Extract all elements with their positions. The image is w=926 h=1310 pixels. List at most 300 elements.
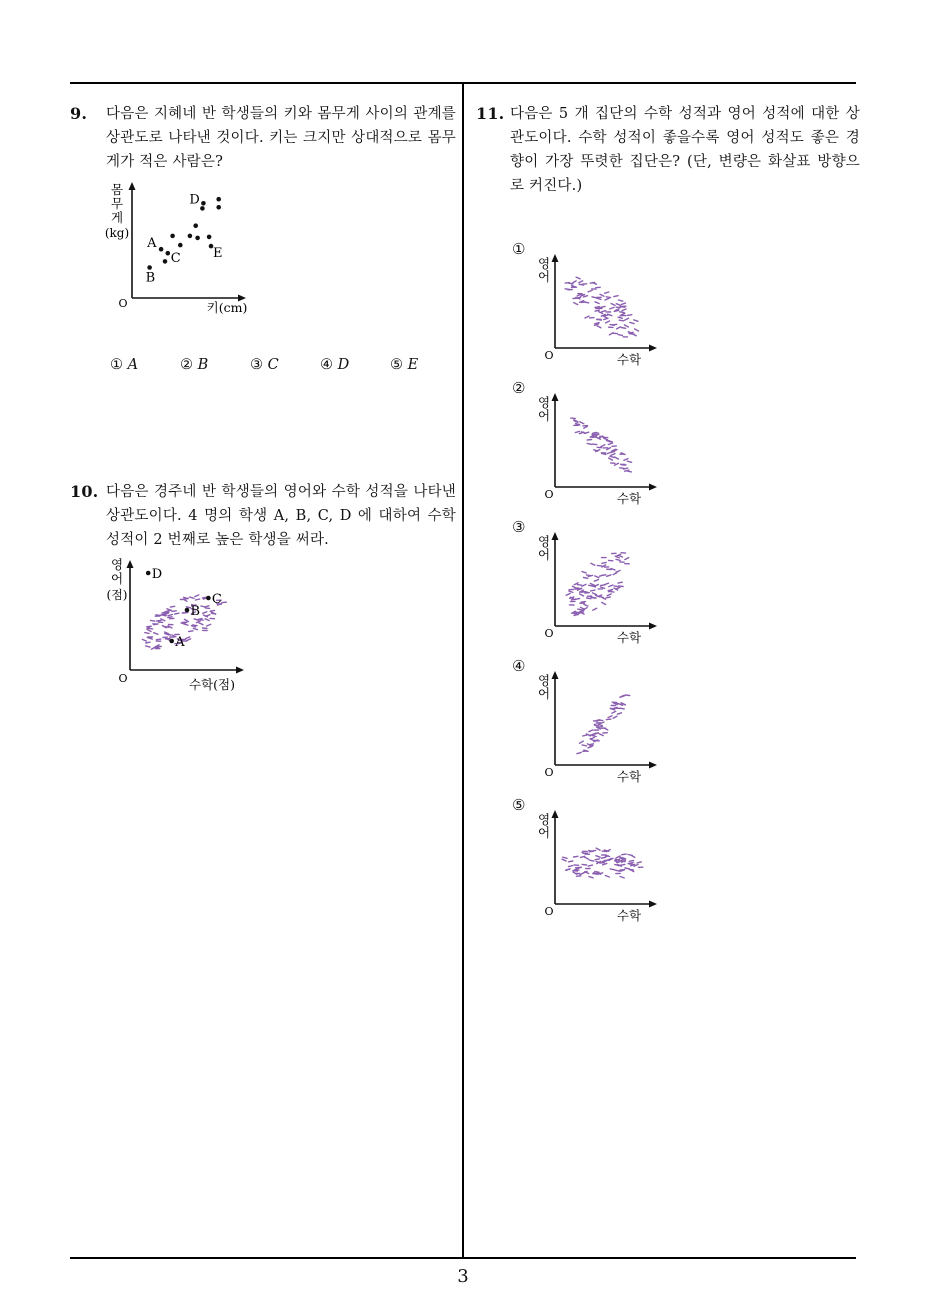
q11-option-4-axes: [555, 677, 653, 765]
q11-option-5-ylabel-1: 영: [537, 812, 551, 827]
q11-option-2-scatter-dash: [592, 444, 596, 445]
q11-option-1-scatter-dash: [584, 302, 588, 303]
q11-option-2-scatter-dash: [607, 452, 611, 454]
q11-option-4-x-arrow-icon: [649, 762, 657, 769]
q11-option-1-scatter-dash: [624, 325, 628, 327]
q11-option-3-y-arrow-icon: [552, 532, 559, 540]
q10-scatter-dash: [201, 606, 205, 607]
q11-option-5-axes: [555, 816, 653, 904]
q11-option-3-scatter-dash: [593, 593, 597, 595]
q11-option-2-scatter-dash: [585, 432, 589, 433]
q11-option-1[interactable]: [508, 240, 668, 372]
q11-option-5-scatter-dash: [610, 869, 614, 870]
q10-scatter-dash: [142, 639, 146, 641]
q11-option-4-scatter-dash: [598, 720, 602, 721]
q11-option-3-scatter-dash: [584, 578, 588, 579]
q11-option-5-scatter-dash: [621, 864, 625, 865]
q10-origin: O: [118, 672, 128, 685]
q11-option-2-scatter-dash: [624, 459, 628, 461]
q11-option-2-scatter-dash: [601, 445, 605, 447]
q11-option-2-scatter-dash: [608, 443, 612, 445]
q11-option-5-plot: [508, 796, 668, 928]
q10-scatter-plot: [100, 556, 260, 698]
q11-option-3-scatter-dash: [572, 586, 576, 588]
q9-choice-2-mark: ②: [180, 357, 193, 373]
q10-scatter-dash: [190, 597, 194, 598]
q9-choice-4-value: D: [337, 357, 350, 373]
q11-option-5-scatter-dash: [562, 859, 566, 861]
q11-option-4-scatter-dash: [595, 740, 599, 741]
q11-option-5-scatter-dash: [596, 856, 600, 858]
q11-option-3-scatter-dash: [606, 597, 610, 598]
q11-option-5-scatter-dash: [569, 861, 573, 862]
question-10-number: 10.: [70, 482, 99, 501]
q11-option-2-origin: O: [544, 488, 554, 501]
q11-option-1-scatter-dash: [621, 303, 625, 304]
q11-option-1-ylabel-2: 어: [537, 269, 551, 284]
q11-option-3-scatter-dash: [602, 562, 606, 563]
question-10-text: 다음은 경주네 반 학생들의 영어와 수학 성적을 나타낸 상관도이다. 4 명의 학생 A, B, C, D 에 대하여 수학 성적이 2 번째로 높은 학생을 써라.: [106, 484, 456, 548]
q11-option-5-scatter-dash: [574, 856, 578, 857]
q11-option-5-scatter-dash: [629, 869, 633, 870]
q9-choice-5[interactable]: [390, 357, 418, 373]
q11-option-5-scatter-dash: [582, 864, 586, 865]
q9-choice-4[interactable]: [320, 357, 349, 373]
q11-option-3-scatter-dash: [619, 586, 623, 587]
q11-option-3-scatter-dash: [609, 585, 613, 587]
q11-option-3-scatter-dash: [580, 594, 584, 596]
q11-option-3-scatter-dash: [607, 575, 611, 576]
q11-option-1-scatter-dash: [620, 315, 624, 316]
q10-scatter-dash: [156, 639, 160, 640]
q11-option-1-scatter-dash: [619, 320, 623, 321]
q11-option-3-scatter-dash: [602, 602, 606, 604]
q11-option-2-x-arrow-icon: [649, 484, 657, 491]
q11-option-5-scatter-dash: [595, 871, 599, 872]
q9-data-point: [159, 247, 164, 252]
q11-option-1-scatter-dash: [595, 323, 599, 324]
q11-option-4-scatter-dash: [613, 716, 617, 718]
q11-option-3-plot: [508, 518, 668, 650]
q9-choice-5-mark: ⑤: [390, 357, 403, 373]
q11-option-5-scatter-dash: [615, 870, 619, 871]
q11-option-1-scatter-dash: [630, 322, 634, 323]
q11-option-4-plot: [508, 657, 668, 789]
q11-option-3-scatter-dash: [592, 597, 596, 598]
q11-option-1-scatter-dash: [574, 303, 578, 305]
q9-choice-1[interactable]: [110, 357, 138, 373]
q11-option-2-scatter-dash: [610, 456, 614, 457]
q11-option-1-scatter-dash: [604, 315, 608, 316]
q9-ylabel-3: 게: [110, 210, 124, 225]
q11-option-3-scatter-dash: [613, 573, 617, 575]
q10-scatter-dash: [182, 612, 186, 613]
q11-option-5-scatter-dash: [591, 850, 595, 851]
q11-option-3-scatter-dash: [581, 602, 585, 603]
q9-point-label-a: A: [147, 236, 157, 252]
q11-option-3-scatter-dash: [569, 591, 573, 592]
q11-option-2-scatter-dash: [620, 468, 624, 469]
q10-ylabel-2: 어: [110, 571, 124, 586]
q11-option-3-scatter-dash: [594, 585, 598, 587]
q11-option-5-y-arrow-icon: [552, 810, 559, 818]
q11-option-5-scatter-dash: [588, 865, 592, 866]
q11-option-1-scatter-dash: [595, 307, 599, 308]
q11-option-2-xlabel: 수학: [616, 491, 642, 506]
q9-data-point: [216, 205, 221, 210]
q10-ylabel-1: 영: [110, 557, 124, 572]
q11-option-1-scatter-dash: [617, 327, 621, 329]
question-9-text: 다음은 지혜네 반 학생들의 키와 몸무게 사이의 관계를 상관도로 나타낸 것이다. 키는 크지만 상대적으로 몸무게가 적은 사람은?: [106, 106, 456, 170]
q11-option-1-scatter-dash: [614, 296, 618, 297]
q11-option-3-scatter-dash: [571, 599, 575, 600]
q11-option-2[interactable]: [508, 379, 668, 511]
q10-scatter-dash: [205, 608, 209, 609]
q9-choices: [110, 357, 460, 379]
q11-option-3-scatter-dash: [584, 604, 588, 606]
q10-scatter-dash: [147, 629, 151, 631]
q11-option-2-scatter-dash: [580, 422, 584, 424]
q11-option-1-scatter-dash: [569, 283, 573, 284]
q11-option-5-xlabel: 수학: [616, 908, 642, 923]
q11-option-4[interactable]: [508, 657, 668, 789]
q10-scatter-dash: [145, 633, 149, 634]
q11-option-3-xlabel: 수학: [616, 630, 642, 645]
q11-option-5-scatter-dash: [601, 857, 605, 858]
q11-option-3-scatter-dash: [594, 580, 598, 582]
q10-scatter-dash: [146, 646, 150, 647]
q11-option-1-scatter-dash: [604, 318, 608, 319]
q10-scatter-dash: [184, 597, 188, 598]
q11-option-3-scatter-dash: [607, 594, 611, 596]
q9-choice-2-value: B: [197, 357, 209, 373]
q11-option-5-scatter-dash: [622, 854, 626, 855]
q11-option-5-scatter-dash: [606, 850, 610, 852]
q11-option-5-scatter-dash: [569, 866, 573, 867]
q11-option-1-scatter-dash: [572, 281, 576, 283]
q11-option-3-axes: [555, 538, 653, 626]
q11-option-3-scatter-dash: [625, 558, 629, 560]
q11-option-3-scatter-dash: [593, 608, 597, 610]
q11-option-5-scatter-dash: [590, 860, 594, 861]
q10-scatter-dash: [193, 625, 197, 626]
q10-scatter-dash: [193, 628, 197, 629]
q11-option-1-scatter-dash: [616, 304, 620, 306]
q11-option-1-scatter-dash: [620, 312, 624, 313]
q10-scatter-dash: [168, 617, 172, 618]
q11-option-2-y-arrow-icon: [552, 393, 559, 401]
q10-scatter-dash: [187, 639, 191, 641]
q10-scatter-dash: [186, 637, 190, 639]
q11-option-1-scatter-dash: [602, 311, 606, 312]
q11-option-1-scatter-dash: [618, 335, 622, 336]
q11-option-1-scatter-dash: [595, 302, 599, 304]
q11-option-3-scatter-dash: [602, 575, 606, 576]
q9-data-point: [147, 265, 152, 270]
q11-option-4-scatter-dash: [583, 735, 587, 736]
q11-option-2-scatter-dash: [625, 470, 629, 471]
q11-option-3-x-arrow-icon: [649, 623, 657, 630]
q9-choice-4-mark: ④: [320, 357, 333, 373]
q10-scatter-dash: [148, 628, 152, 629]
q11-option-3-scatter-dash: [582, 572, 586, 573]
q11-option-1-scatter-dash: [592, 297, 596, 298]
q10-scatter-dash: [205, 619, 209, 621]
q9-choice-3[interactable]: [250, 357, 279, 373]
question-9-number: 9.: [70, 104, 88, 123]
q11-option-3-scatter-dash: [578, 609, 582, 610]
q11-option-3-scatter-dash: [587, 598, 591, 599]
q11-option-3-scatter-dash: [601, 585, 605, 586]
q11-option-1-scatter-dash: [611, 304, 615, 306]
q11-option-4-origin: O: [544, 766, 554, 779]
q11-option-5-x-arrow-icon: [649, 901, 657, 908]
q11-option-1-y-arrow-icon: [552, 254, 559, 262]
q11-option-3-scatter-dash: [573, 613, 577, 614]
q9-choice-2[interactable]: [180, 357, 208, 373]
q11-option-5-scatter-dash: [573, 872, 577, 874]
q10-scatter-dash: [172, 611, 176, 612]
q11-option-5[interactable]: [508, 796, 668, 928]
q10-scatter-dash: [154, 624, 158, 625]
q9-point-label-e: E: [213, 246, 223, 262]
q11-option-1-scatter-dash: [632, 334, 636, 336]
q11-option-1-scatter-dash: [618, 317, 622, 318]
q9-choice-3-value: C: [267, 357, 279, 373]
q11-option-4-scatter-dash: [599, 734, 603, 736]
q9-data-point: [166, 251, 171, 256]
q11-option-1-scatter-dash: [610, 325, 614, 326]
q11-option-4-mark: ④: [512, 657, 526, 675]
q10-y-arrow-icon: [127, 560, 134, 568]
q10-scatter-dash: [197, 621, 201, 623]
q11-option-5-scatter-dash: [631, 855, 635, 857]
q11-option-2-scatter-dash: [600, 436, 604, 437]
q11-option-4-scatter-dash: [589, 730, 593, 732]
q11-option-1-scatter-dash: [610, 307, 614, 309]
q11-option-4-scatter-dash: [625, 695, 629, 696]
question-11-number: 11.: [476, 104, 505, 123]
q11-option-3[interactable]: [508, 518, 668, 650]
q11-option-5-mark: ⑤: [512, 796, 526, 814]
q11-option-1-scatter-dash: [605, 298, 609, 300]
q11-option-1-scatter-dash: [605, 292, 609, 293]
q11-option-2-scatter-dash: [615, 457, 619, 459]
q11-option-1-scatter-dash: [588, 290, 592, 292]
q11-option-3-scatter-dash: [577, 585, 581, 586]
q11-option-1-scatter-dash: [597, 298, 601, 299]
q11-option-3-scatter-dash: [614, 586, 618, 587]
q11-option-5-scatter-dash: [629, 863, 633, 864]
q11-option-4-y-arrow-icon: [552, 671, 559, 679]
q11-option-3-mark: ③: [512, 518, 526, 536]
q11-option-1-scatter-dash: [622, 309, 626, 311]
q11-option-1-scatter-dash: [600, 294, 604, 296]
q10-scatter-dash: [151, 620, 155, 621]
q9-ylabel-1: 몸: [110, 182, 124, 197]
q11-option-2-scatter-dash: [609, 458, 613, 460]
q10-point-b: [185, 608, 190, 613]
q10-point-c: [206, 596, 211, 601]
q10-scatter-dash: [199, 623, 203, 625]
q11-option-3-ylabel-2: 어: [537, 547, 551, 562]
q10-scatter-dash: [162, 615, 166, 616]
q11-option-4-scatter-dash: [612, 711, 616, 713]
q11-option-1-origin: O: [544, 349, 554, 362]
q10-scatter-dash: [184, 624, 188, 625]
q11-option-3-ylabel-1: 영: [537, 534, 551, 549]
q11-option-5-scatter-dash: [585, 857, 589, 859]
q11-option-5-scatter-dash: [603, 863, 607, 864]
q11-option-1-ylabel-1: 영: [537, 256, 551, 271]
q11-option-5-scatter-dash: [605, 876, 609, 878]
question-11-text: 다음은 5 개 집단의 수학 성적과 영어 성적에 대한 상관도이다. 수학 성적이 좋을수록 영어 성적도 좋은 경향이 가장 뚜렷한 집단은? (단, 변량은 화살표 방향으로 커진다.): [510, 106, 860, 194]
q9-point-label-d: D: [189, 192, 200, 208]
q11-option-1-scatter-dash: [585, 316, 589, 318]
q11-option-4-scatter-dash: [620, 708, 624, 709]
q11-option-5-ylabel-2: 어: [537, 825, 551, 840]
q11-option-3-scatter-dash: [595, 576, 599, 578]
q11-option-4-scatter-dash: [617, 713, 621, 714]
q11-option-1-mark: ①: [512, 240, 526, 258]
q11-option-5-scatter-dash: [585, 872, 589, 874]
q11-option-2-ylabel-2: 어: [537, 408, 551, 423]
q9-data-point: [216, 197, 221, 202]
q11-option-4-xlabel: 수학: [616, 769, 642, 784]
q9-point-label-c: C: [170, 251, 181, 267]
q11-option-1-scatter-dash: [597, 326, 601, 328]
q10-scatter-dash: [189, 631, 193, 632]
q11-option-2-scatter-dash: [602, 453, 606, 454]
q11-option-3-scatter-dash: [602, 597, 606, 599]
q10-point-label-a: A: [175, 635, 185, 650]
q11-option-5-scatter-dash: [625, 868, 629, 869]
q11-option-2-plot: [508, 379, 668, 511]
q11-option-1-scatter-dash: [606, 321, 610, 323]
q11-option-5-scatter-dash: [563, 857, 567, 858]
q11-option-4-ylabel-1: 영: [537, 673, 551, 688]
q9-scatter-plot: [100, 180, 260, 320]
q10-scatter-dash: [195, 599, 199, 600]
q11-option-3-scatter-dash: [582, 584, 586, 586]
q10-scatter-dash: [168, 615, 172, 616]
q11-option-1-scatter-dash: [606, 297, 610, 298]
q11-option-5-origin: O: [544, 905, 554, 918]
q11-option-3-scatter-dash: [616, 559, 620, 560]
q11-option-4-scatter-dash: [582, 745, 586, 746]
q11-option-5-scatter-dash: [621, 861, 625, 862]
q10-scatter-dash: [167, 609, 171, 611]
q10-x-arrow-icon: [236, 667, 244, 674]
q9-data-point: [200, 206, 205, 211]
q11-option-4-ylabel-2: 어: [537, 686, 551, 701]
q10-scatter-dash: [207, 624, 211, 626]
q9-data-point: [195, 236, 200, 241]
q11-option-4-scatter-dash: [608, 716, 612, 718]
q9-origin: O: [118, 297, 128, 310]
q11-option-1-x-arrow-icon: [649, 345, 657, 352]
q10-scatter-dash: [210, 610, 214, 611]
q10-scatter-dash: [203, 612, 207, 614]
q10-scatter-dash: [195, 595, 199, 597]
q11-option-2-mark: ②: [512, 379, 526, 397]
q10-point-label-b: B: [190, 604, 201, 619]
q9-data-point: [193, 223, 198, 228]
q10-point-label-c: C: [211, 592, 222, 607]
q9-choice-3-mark: ③: [250, 357, 263, 373]
q11-option-2-ylabel-1: 영: [537, 395, 551, 410]
q9-data-point: [170, 234, 175, 239]
q11-option-1-scatter-dash: [579, 281, 583, 283]
q9-xlabel: 키(cm): [206, 300, 248, 315]
q11-option-5-scatter-dash: [589, 877, 593, 878]
bottom-rule: [70, 1257, 856, 1259]
q10-scatter-dash: [154, 633, 158, 635]
q10-scatter-dash: [170, 606, 174, 607]
q9-point-label-b: B: [145, 270, 156, 286]
q10-point-d: [146, 571, 151, 576]
q11-option-5-scatter-dash: [629, 861, 633, 862]
q11-option-5-scatter-dash: [595, 859, 599, 860]
q9-data-point: [201, 201, 206, 206]
q9-y-arrow-icon: [129, 182, 136, 190]
q11-option-1-plot: [508, 240, 668, 372]
q10-point-a: [169, 639, 174, 644]
page-number: 3: [457, 1266, 469, 1287]
q9-choice-1-mark: ①: [110, 357, 123, 373]
q11-option-3-origin: O: [544, 627, 554, 640]
q11-option-2-scatter-dash: [627, 461, 631, 462]
q11-option-3-scatter-dash: [589, 585, 593, 586]
q10-xlabel: 수학(점): [189, 677, 235, 692]
q11-option-1-scatter-dash: [621, 328, 625, 329]
column-divider: [462, 83, 464, 1258]
q11-option-1-scatter-dash: [614, 311, 618, 312]
q11-option-2-scatter-dash: [575, 431, 579, 432]
q9-choice-5-value: E: [407, 357, 419, 373]
q9-choice-1-value: A: [127, 357, 139, 373]
q10-ylabel-unit: (점): [106, 588, 128, 602]
q9-data-point: [188, 234, 193, 239]
q11-option-3-scatter-dash: [591, 563, 595, 565]
q11-option-3-scatter-dash: [574, 615, 578, 616]
q11-option-5-scatter-dash: [577, 876, 581, 877]
q11-option-5-scatter-dash: [600, 863, 604, 864]
q11-option-3-scatter-dash: [591, 590, 595, 591]
q11-option-3-scatter-dash: [588, 576, 592, 577]
q10-scatter-dash: [162, 626, 166, 628]
q11-option-1-xlabel: 수학: [616, 352, 642, 367]
q11-option-2-scatter-dash: [587, 443, 591, 444]
q11-option-3-scatter-dash: [616, 571, 620, 573]
q9-ylabel-2: 무: [110, 196, 124, 211]
q10-scatter-dash: [175, 613, 179, 614]
q11-option-1-scatter-dash: [627, 315, 631, 316]
q9-ylabel-unit: (kg): [104, 226, 130, 240]
q9-data-point: [178, 243, 183, 248]
q11-option-3-scatter-dash: [583, 608, 587, 610]
q11-option-4-scatter-dash: [590, 739, 594, 741]
q9-data-point: [207, 235, 212, 240]
q11-option-4-scatter-dash: [595, 725, 599, 726]
q11-option-1-scatter-dash: [625, 318, 629, 320]
q11-option-4-scatter-dash: [579, 741, 583, 743]
q11-option-3-scatter-dash: [601, 587, 605, 589]
q11-option-5-scatter-dash: [620, 877, 624, 878]
q11-option-2-scatter-dash: [604, 438, 608, 440]
q11-option-2-scatter-dash: [611, 454, 615, 456]
q11-option-3-scatter-dash: [566, 593, 570, 595]
